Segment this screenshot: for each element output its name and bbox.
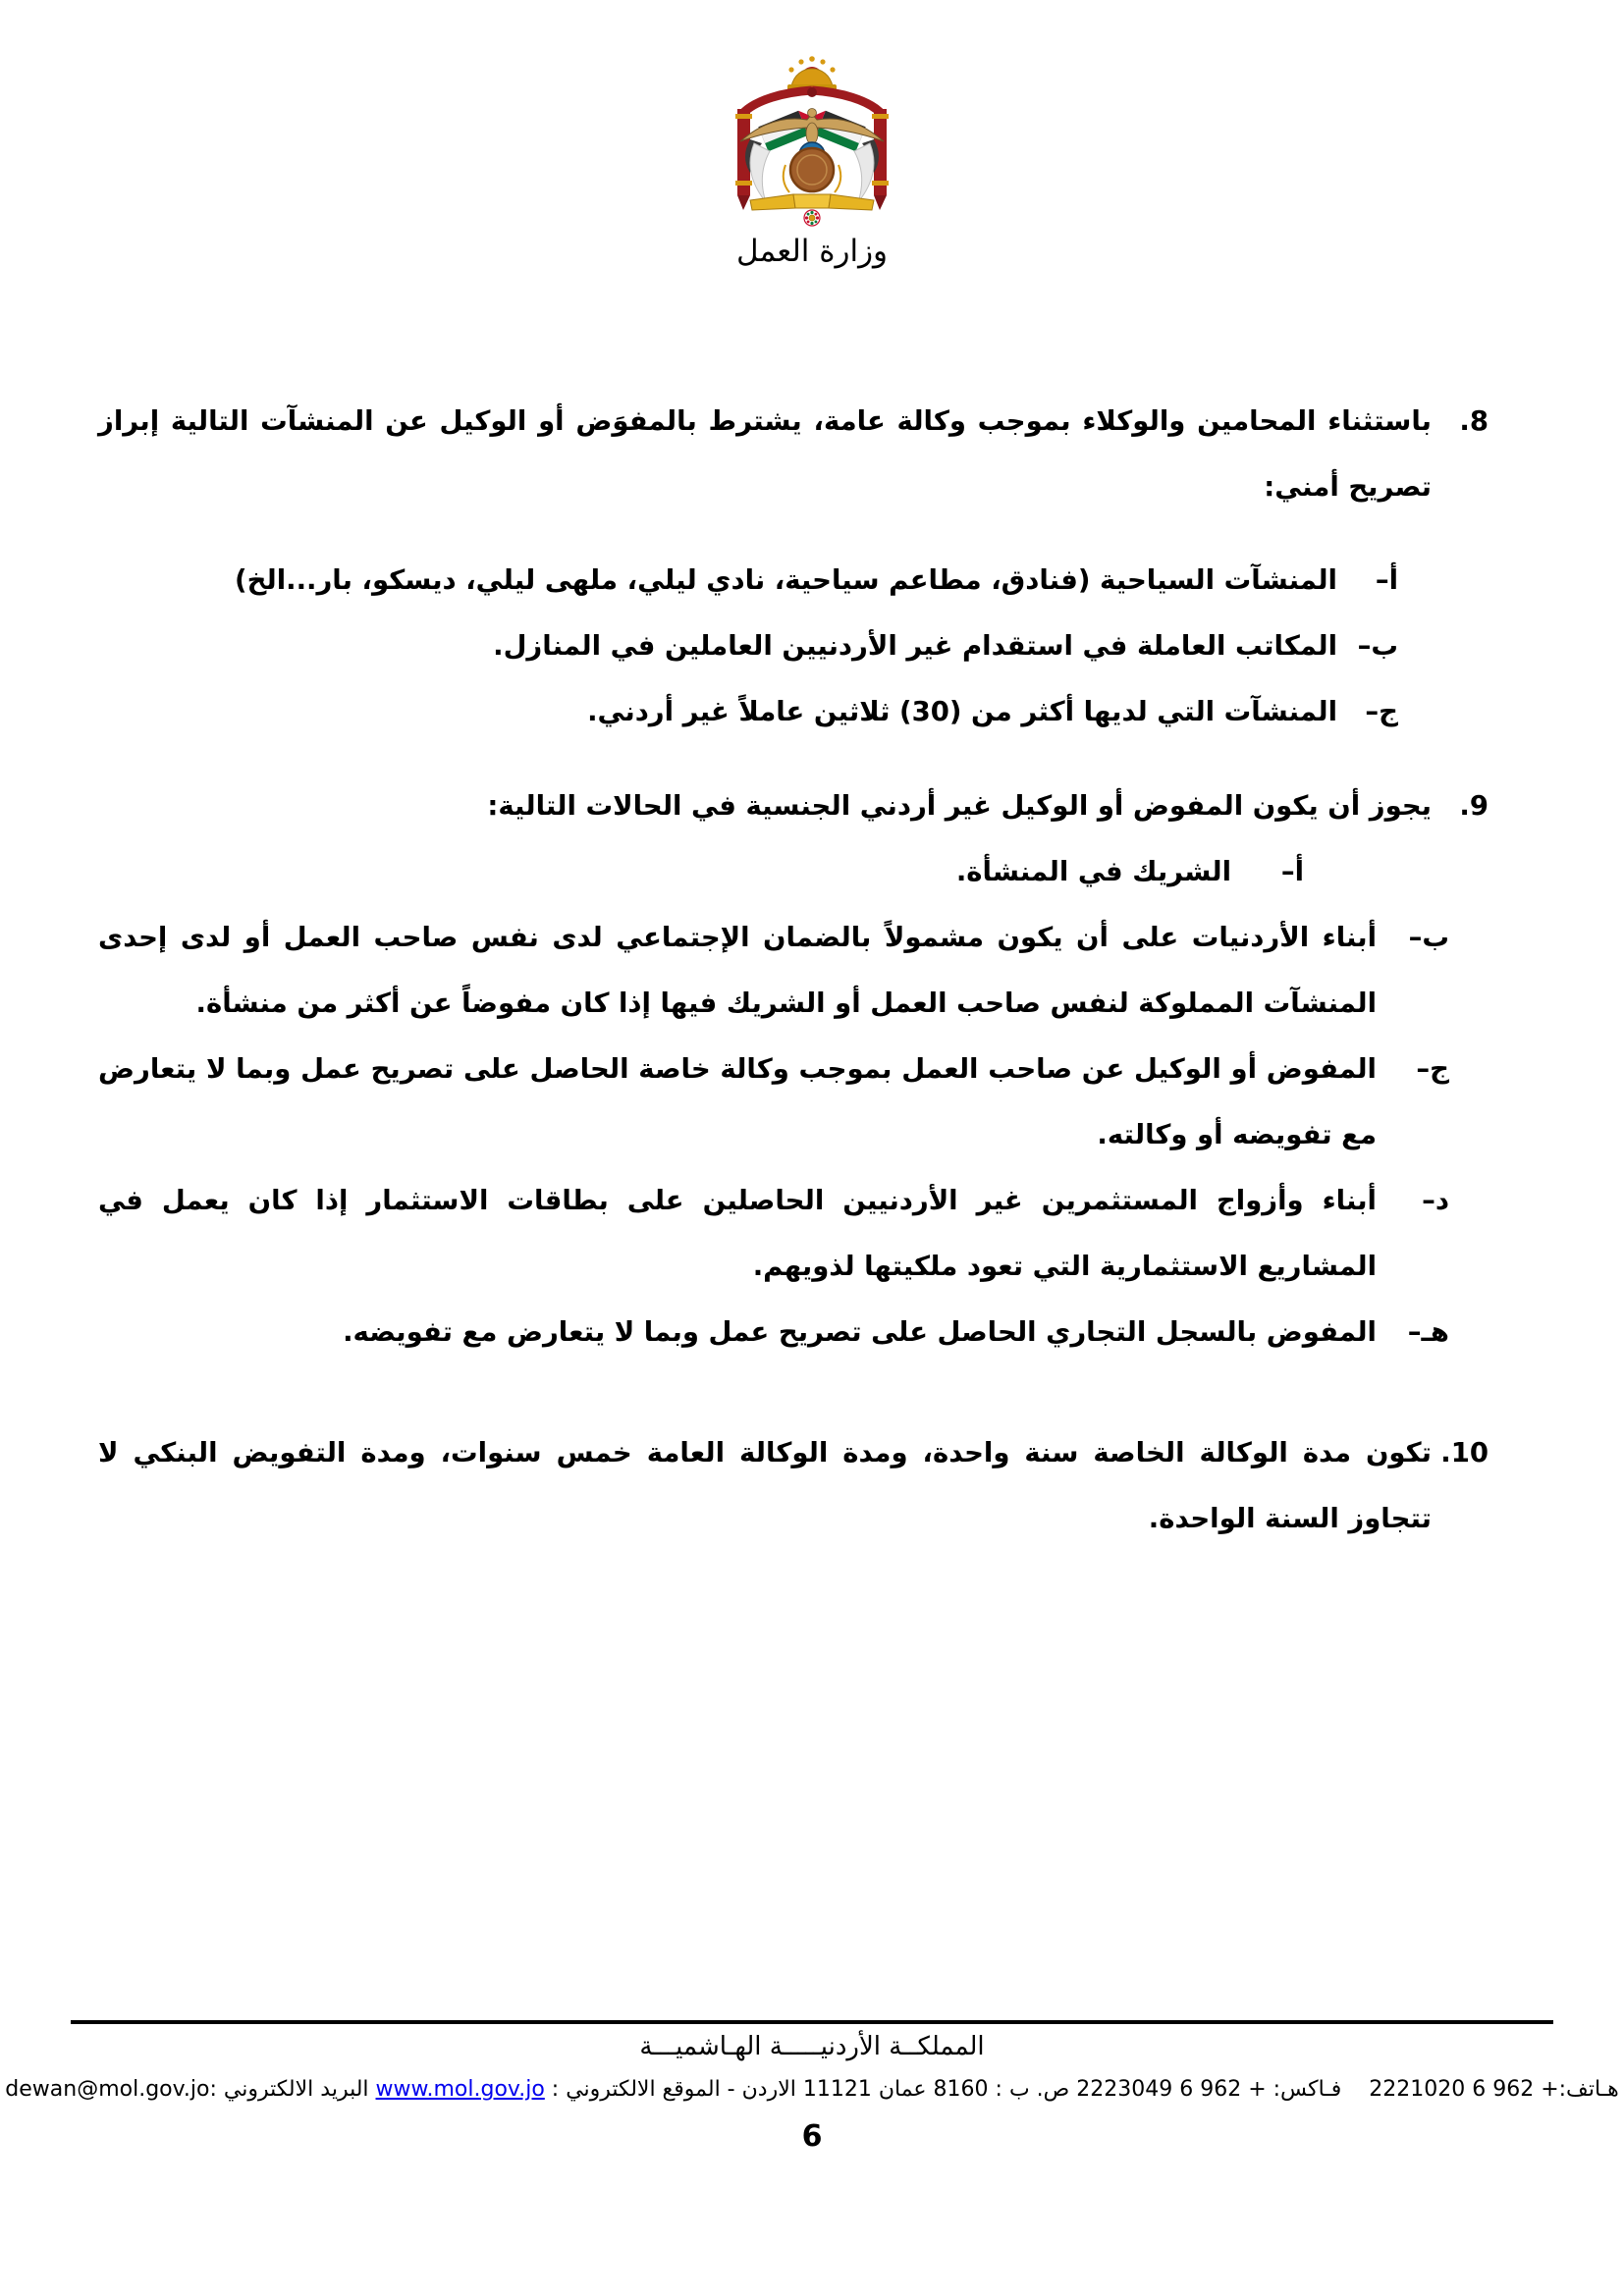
item-9-text: يجوز أن يكون المفوض أو الوكيل غير أردني الجنسية في الحالات التالية: xyxy=(487,790,1432,822)
item-9-number: 9. xyxy=(1459,790,1489,822)
item-8a-marker: أ– xyxy=(1375,564,1398,596)
list-item-9d xyxy=(98,1168,1449,1300)
ribbon xyxy=(750,194,874,210)
item-9-sublist xyxy=(98,839,1449,1365)
item-9d-text: أبناء وأزواج المستثمرين غير الأردنيين الحاصلين على بطاقات الاستثمار إذا كان يعمل في المشاريع الاستثمارية التي تعود ملكيتها لذويهم. xyxy=(98,1185,1377,1282)
item-8-sublist xyxy=(98,548,1398,745)
item-8c-marker: ج– xyxy=(1365,696,1398,727)
order-star-icon xyxy=(804,210,820,226)
list-item-9c xyxy=(98,1037,1449,1168)
item-8b-text: المكاتب العاملة في استقدام غير الأردنيين العاملين في المنازل. xyxy=(493,630,1337,662)
list-item-8 xyxy=(98,389,1489,520)
list-item-8c xyxy=(98,679,1398,745)
contact-email-label: البريد الالكتروني : xyxy=(209,2077,376,2102)
item-9e-text: المفوض بالسجل التجاري الحاصل على تصريح عمل وبما لا يتعارض مع تفويضه. xyxy=(343,1316,1377,1348)
page-footer xyxy=(0,2020,1624,2154)
item-10-text: تكون مدة الوكالة الخاصة سنة واحدة، ومدة الوكالة العامة خمس سنوات، ومدة التفويض البنكي لا تتجاوز السنة الواحدة. xyxy=(98,1437,1432,1534)
list-item-9 xyxy=(98,774,1489,839)
item-8c-text: المنشآت التي لديها أكثر من (30) ثلاثين عاملاً غير أردني. xyxy=(587,696,1337,727)
list-item-9e xyxy=(98,1300,1449,1365)
item-8-number: 8. xyxy=(1459,405,1489,437)
eagle-icon xyxy=(740,109,884,145)
item-9a-marker: أ– xyxy=(1280,856,1304,887)
item-8a-text: المنشآت السياحية (فنادق، مطاعم سياحية، نادي ليلي، ملهى ليلي، ديسكو، بار...الخ) xyxy=(235,564,1337,596)
email-address: dewan@mol.gov.jo xyxy=(5,2077,210,2102)
item-9b-text: أبناء الأردنيات على أن يكون مشمولاً بالضمان الإجتماعي لدى نفس صاحب العمل أو لدى إحدى المنشآت المملوكة لنفس صاحب العمل أو الشريك فيها إذا كان مفوضاً عن أكثر من منشأة. xyxy=(98,922,1377,1019)
crown-icon xyxy=(787,56,837,91)
website-link[interactable]: www.mol.gov.jo xyxy=(375,2077,545,2102)
page-number: 6 xyxy=(801,2119,823,2154)
item-9b-marker: ب– xyxy=(1408,922,1449,953)
list-item-8b xyxy=(98,614,1398,679)
document-body xyxy=(98,389,1489,1552)
list-item-8a xyxy=(98,548,1398,614)
document-header xyxy=(0,0,1624,269)
item-8b-marker: ب– xyxy=(1357,630,1398,662)
contact-phone-fax-address: هـاتف:+ 962 6 2221020 فـاكس: + 962 6 2223049 ص. ب : 8160 عمان 11121 الاردن - الموقع الالكتروني : xyxy=(544,2077,1619,2102)
list-item-10 xyxy=(98,1420,1489,1552)
list-item-9b xyxy=(98,905,1449,1037)
item-8-text: باستثناء المحامين والوكلاء بموجب وكالة عامة، يشترط بالمفوَض أو الوكيل عن المنشآت التالية إبراز تصريح أمني: xyxy=(98,405,1432,503)
item-10-number: 10. xyxy=(1440,1437,1489,1468)
shield-icon xyxy=(790,148,834,191)
footer-divider xyxy=(71,2020,1553,2024)
ministry-name: وزارة العمل xyxy=(735,234,889,269)
list-item-9a xyxy=(98,839,1304,905)
item-9d-marker: د– xyxy=(1422,1185,1449,1216)
item-9c-text: المفوض أو الوكيل عن صاحب العمل بموجب وكالة خاصة الحاصل على تصريح عمل وبما لا يتعارض مع تفويضه أو وكالته. xyxy=(98,1053,1377,1150)
jordan-coat-of-arms-icon xyxy=(0,55,1624,230)
contact-line xyxy=(0,2077,1624,2102)
item-9a-text: الشريك في المنشأة. xyxy=(955,856,1231,887)
item-9c-marker: ج– xyxy=(1416,1053,1449,1085)
kingdom-name: المملكــة الأردنيـــــة الهـاشميـــة xyxy=(639,2032,985,2061)
item-9e-marker: هـ– xyxy=(1407,1316,1449,1348)
